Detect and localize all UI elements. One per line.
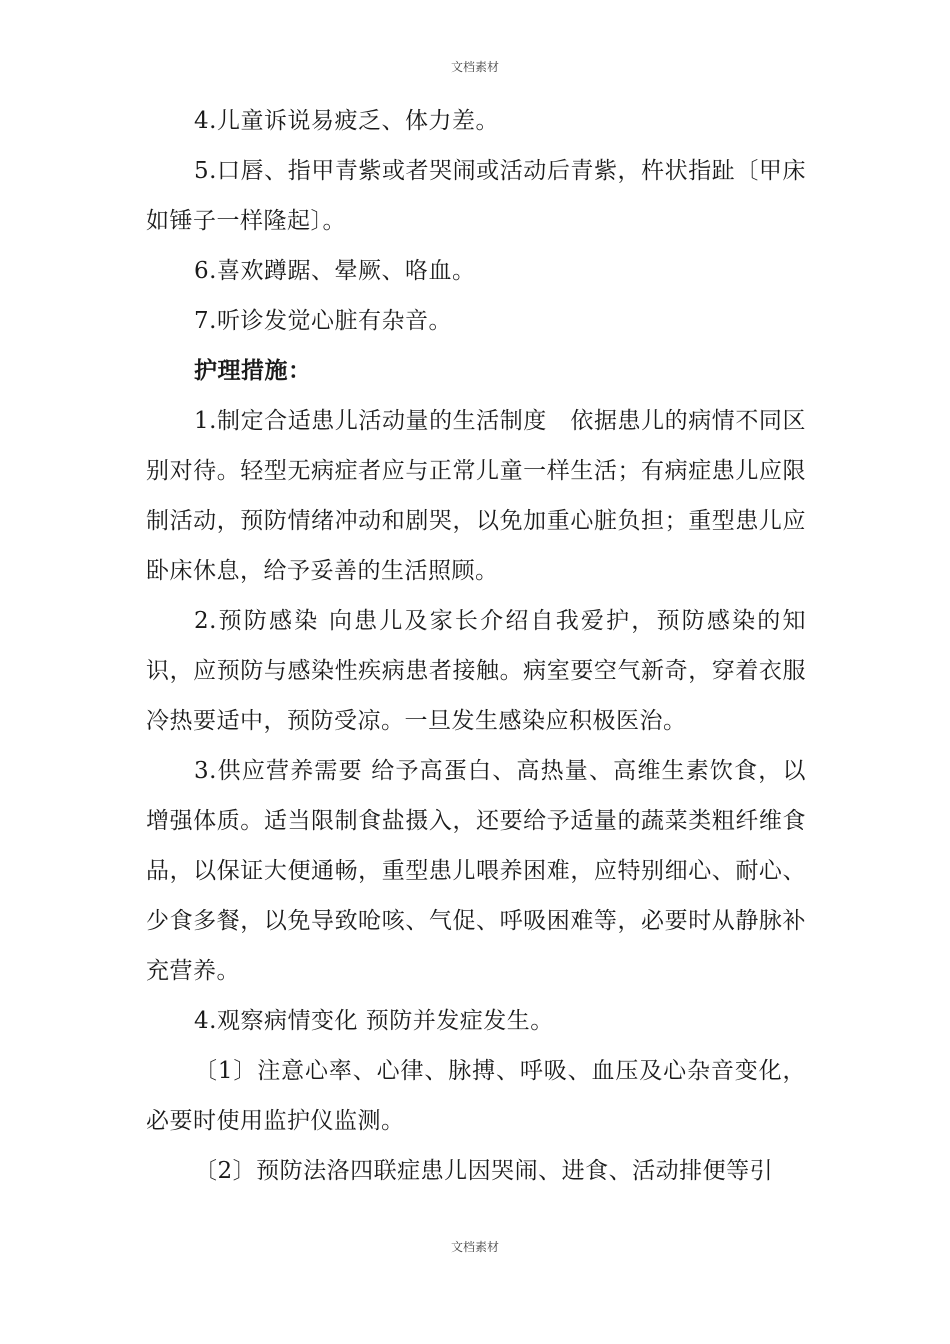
document-body: [146, 96, 806, 1196]
paragraph-measure-4-2: 〔2〕预防法洛四联症患儿因哭闹、进食、活动排便等引: [194, 1158, 774, 1184]
paragraph-measure-4: 4.观察病情变化 预防并发症发生。: [194, 1008, 554, 1034]
section-heading-nursing-measures: 护理措施：: [194, 357, 312, 384]
paragraph-symptom-5: 5.口唇、指甲青紫或者哭闹或活动后青紫，杵状指趾〔甲床如锤子一样隆起〕。: [146, 158, 806, 234]
paragraph-symptom-4: 4.儿童诉说易疲乏、体力差。: [194, 108, 499, 134]
paragraph-measure-3: 3.供应营养需要 给予高蛋白、高热量、高维生素饮食，以增强体质。适当限制食盐摄入，还要给予适量的蔬菜类粗纤维食品，以保证大便通畅，重型患儿喂养困难，应特别细心、耐心、少食多餐，以免导致呛咳、气促、呼吸困难等，必要时从静脉补充营养。: [146, 758, 806, 984]
paragraph-symptom-6: 6.喜欢蹲踞、晕厥、咯血。: [194, 258, 476, 284]
page-header: 文档素材: [450, 60, 499, 74]
paragraph-measure-1: 1.制定合适患儿活动量的生活制度 依据患儿的病情不同区别对待。轻型无病症者应与正常儿童一样生活；有病症患儿应限制活动，预防情绪冲动和剧哭，以免加重心脏负担；重型患儿应卧床休息，给予妥善的生活照顾。: [146, 408, 806, 584]
paragraph-measure-2: 2.预防感染 向患儿及家长介绍自我爱护，预防感染的知识，应预防与感染性疾病患者接触。病室要空气新奇，穿着衣服冷热要适中，预防受凉。一旦发生感染应积极医治。: [146, 608, 806, 734]
page-footer: 文档素材: [450, 1240, 499, 1254]
paragraph-measure-4-1: 〔1〕注意心率、心律、脉搏、呼吸、血压及心杂音变化，必要时使用监护仪监测。: [146, 1058, 806, 1134]
paragraph-symptom-7: 7.听诊发觉心脏有杂音。: [194, 308, 452, 334]
